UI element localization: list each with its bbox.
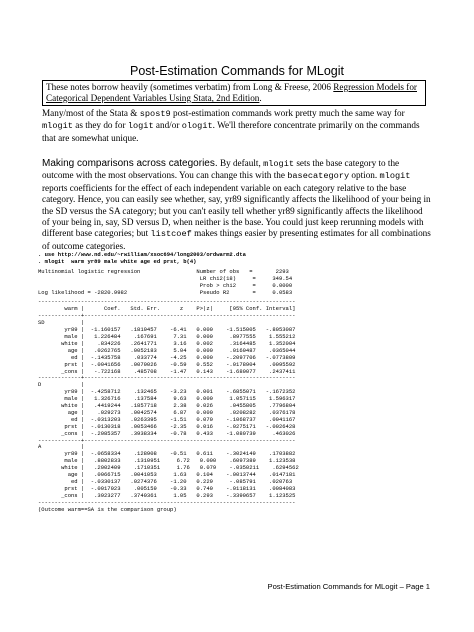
section-text-3: option. [349,170,380,181]
citation-note-box [42,80,426,106]
page-footer: Post-Estimation Commands for MLogit – Page 1 [267,582,430,591]
page-title: Post-Estimation Commands for MLogit [130,64,344,78]
section-text-1: By default, [217,158,264,168]
intro-code-spost9: spost9 [139,109,171,119]
intro-text-1: Many/most of the Stata & [42,108,140,118]
section-text-4: reports coefficients for the effect of each independent variable on each category relative to the base category. Hence, you can easily see whether, say, yr89 significantly affects the likelihood of your being in the SD versus the SA category; but you can't easily tell whether yr89 significantly affects the likelihood of your being in, say, SD versus D, when neither is the base. You could just keep rerunning models with different base categories; but [42,182,431,239]
intro-paragraph [42,108,432,144]
section-code-listcoef: listcoef [150,229,192,240]
section-code-mlogit-2: mlogit [379,171,411,182]
section-code-basecategory: basecategory [287,171,350,182]
section-text-5: makes things easier by presenting estimates for all combinations of outcome categories. [42,228,431,251]
note-text: These notes borrow heavily (sometimes verbatim) from Long & Freese, 2006 [46,82,334,92]
section-code-mlogit: mlogit [263,159,295,169]
stata-command-mlogit: . mlogit warm yr89 male white age ed prst, b(4) [38,257,197,265]
intro-text-5: . We'll therefore concentrate primarily on the commands that are somewhat unique. [42,120,420,143]
stata-coefficient-table: ------------------------------------------------------------------------------ warm | Coef. Std. Err. z P>|z| [95% Conf. Interval] -------------+---------------------------------------------------------------- SD | yr89 | -1.160157 .1810457 -6.41 0.000 -1.515005 -.8053087 male | 1.226484 .167691 7.31 0.000 .8977555 1.555212 white | .834226 .2641771 3.16 0.002 .3164485 1.352004 age | .0262765 .0052183 5.04 0.000 .0160487 .0365044 ed | -.1435758 .033774 -4.25 0.000 -.2097706 -.0773809 prst | -.0041656 .0070026 -0.59 0.552 -.0178904 .0095592 _cons | -.722168 .485708 -1.47 0.143 -1.680077 .2437411 -------------+---------------------------------------------------------------- D | yr89 | -.4258712 .132465 -3.23 0.001 -.6855071 -.1672352 male | 1.326716 .137584 9.63 0.000 1.057115 1.596317 white | .4419244 .1857718 2.38 0.026 .0455805 .7796804 age | .029273 .0042574 6.87 0.000 .0208282 .0376178 ed | -.0313203 .0263395 -1.51 0.070 -.1068737 .0041167 prst | -.0130318 .0053466 -2.35 0.016 -.0275171 -.0026428 _cons | -.2085357 .3938334 -0.78 0.433 -1.080739 .463026 -------------+---------------------------------------------------------------- A | yr89 | -.0658334 .128908 -0.51 0.611 -.3024149 .1703882 male | .8802833 .1310951 6.72 0.000 .6097389 1.123538 white | .2002409 .1710351 1.76 0.079 -.0350211 .6294562 age | .0066715 .0041053 1.63 0.104 -.0013744 .0147181 ed | -.0330137 .0274376 -1.20 0.229 -.085791 .020763 prst | -.0017023 .005159 -0.33 0.740 -.0118131 .0084083 _cons | .3923277 .3740361 1.05 0.293 -.3390657 1.123525 ------------------------------------------------------------------------------ (Outcome warm==SA is the comparison group) [38,298,299,513]
note-period: . [259,93,262,103]
intro-text-4: and/or [153,120,182,131]
intro-text-3: as they do for [72,120,128,131]
stata-output [38,252,438,552]
section-heading: Making comparisons across categories. [42,158,218,169]
intro-code-mlogit: mlogit [42,121,73,132]
comparisons-paragraph [42,158,432,252]
stata-model-header: Multinomial logistic regression Number of obs = 2293 LR chi2(18) = 349.54 Prob > chi2 = 0.0000 Log likelihood = -2820.9982 Pseudo R2 = 0.0583 [38,267,293,296]
book-title-link[interactable]: Regression Models for Categorical Dependent Variables Using Stata, 2nd Edition [46,82,417,103]
section-text-2: sets the base category to the outcome with the most observations. You can change this with the [42,158,400,181]
intro-code-ologit: ologit [181,121,213,132]
stata-command-use: . use http://www.nd.edu/~rwilliam/xsoc694/long2003/ordwarm2.dta [38,251,246,258]
intro-text-2: post-estimation commands work pretty much the same way for [170,108,405,118]
intro-code-logit: logit [127,121,154,132]
